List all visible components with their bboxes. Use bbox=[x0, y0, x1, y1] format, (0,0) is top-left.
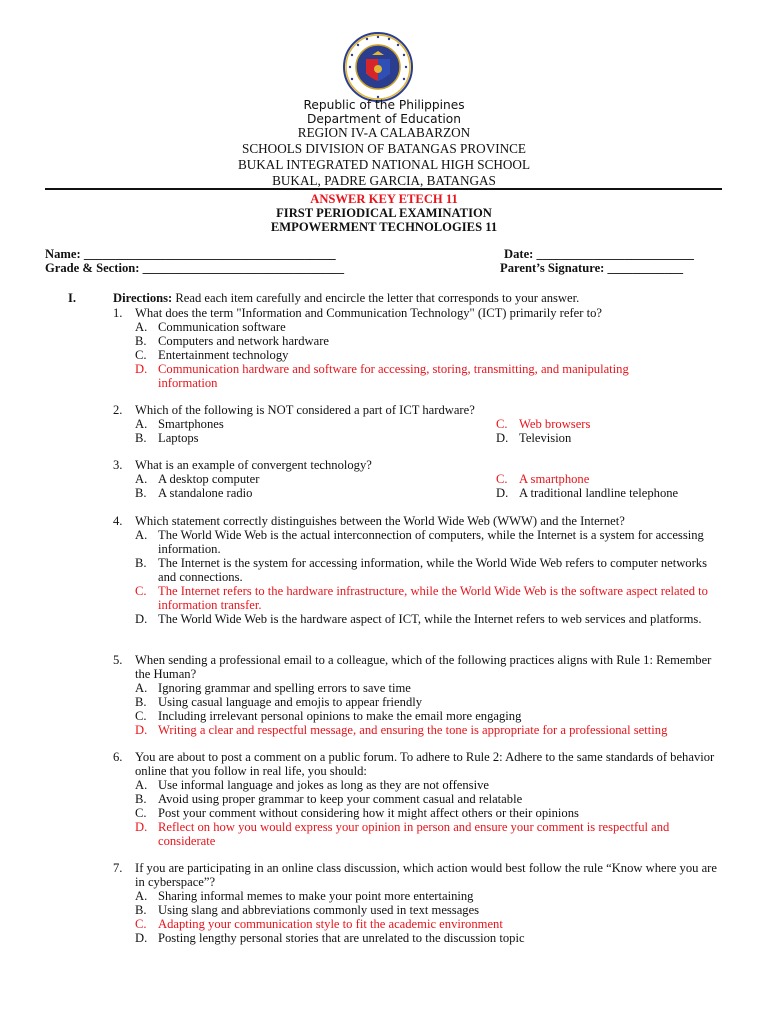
option-d[interactable] bbox=[113, 931, 725, 945]
question-2 bbox=[113, 403, 725, 445]
option-d[interactable] bbox=[113, 612, 725, 626]
option-letter: C. bbox=[135, 917, 147, 931]
option-d-answer[interactable] bbox=[113, 362, 725, 390]
name-row bbox=[45, 247, 336, 261]
option-letter: D. bbox=[496, 431, 509, 445]
option-text: Entertainment technology bbox=[158, 348, 289, 362]
option-b[interactable] bbox=[113, 903, 725, 917]
option-letter: B. bbox=[135, 431, 147, 445]
option-letter: C. bbox=[135, 348, 147, 362]
date-field[interactable]: _________________________ bbox=[536, 247, 694, 261]
option-text: Ignoring grammar and spelling errors to save time bbox=[158, 681, 411, 695]
option-text: Reflect on how you would express your opinion in person and ensure your comment is respectful and considerate bbox=[158, 820, 670, 848]
section-numeral: I. bbox=[68, 291, 77, 305]
option-a[interactable] bbox=[113, 681, 725, 695]
option-letter: D. bbox=[135, 723, 148, 737]
option-letter: C. bbox=[135, 584, 147, 598]
date-row bbox=[504, 247, 694, 261]
option-a[interactable] bbox=[113, 889, 725, 903]
option-letter: B. bbox=[135, 334, 147, 348]
option-letter: D. bbox=[496, 486, 509, 500]
exam-title: FIRST PERIODICAL EXAMINATION bbox=[276, 206, 492, 220]
option-b[interactable] bbox=[113, 695, 725, 709]
question-number: 7. bbox=[113, 861, 123, 875]
question-number: 5. bbox=[113, 653, 123, 667]
option-letter: A. bbox=[135, 417, 148, 431]
directions-text: Read each item carefully and encircle the letter that corresponds to your answer. bbox=[172, 291, 580, 305]
header-republic: Republic of the Philippines bbox=[303, 98, 465, 112]
option-d-answer[interactable] bbox=[113, 820, 725, 848]
option-c-answer[interactable] bbox=[113, 584, 725, 612]
option-text: Communication hardware and software for accessing, storing, transmitting, and manipulating information bbox=[158, 362, 629, 390]
option-letter: B. bbox=[135, 695, 147, 709]
option-text: Writing a clear and respectful message, and ensuring the tone is appropriate for a professional setting bbox=[158, 723, 668, 737]
option-letter: C. bbox=[135, 709, 147, 723]
deped-seal-icon bbox=[342, 31, 414, 103]
option-text: Post your comment without considering how it might affect others or their opinions bbox=[158, 806, 579, 820]
option-text: Smartphones bbox=[158, 417, 224, 431]
option-text: The Internet is the system for accessing information, while the World Wide Web refers to computer networks and connections. bbox=[158, 556, 707, 584]
option-letter: A. bbox=[135, 528, 148, 542]
question-stem: If you are participating in an online class discussion, which action would best follow the rule “Know where you are in cyberspace”? bbox=[135, 861, 717, 889]
answer-key-title: ANSWER KEY ETECH 11 bbox=[310, 192, 458, 206]
option-c[interactable] bbox=[113, 806, 725, 820]
question-number: 6. bbox=[113, 750, 123, 764]
option-letter: D. bbox=[135, 820, 148, 834]
option-c[interactable] bbox=[113, 348, 725, 362]
option-c-answer[interactable] bbox=[496, 417, 590, 431]
question-7 bbox=[113, 861, 725, 945]
option-text: Avoid using proper grammar to keep your comment casual and relatable bbox=[158, 792, 523, 806]
question-5 bbox=[113, 653, 725, 737]
option-letter: B. bbox=[135, 903, 147, 917]
grade-section-row bbox=[45, 261, 344, 275]
question-number: 4. bbox=[113, 514, 123, 528]
option-c-answer[interactable] bbox=[496, 472, 589, 486]
option-letter: D. bbox=[135, 612, 148, 626]
option-d[interactable] bbox=[496, 486, 678, 500]
option-text: A desktop computer bbox=[158, 472, 260, 486]
option-a[interactable] bbox=[135, 417, 224, 431]
header-region: REGION IV-A CALABARZON bbox=[297, 125, 471, 140]
option-text: The Internet refers to the hardware infrastructure, while the World Wide Web is the software aspect related to information transfer. bbox=[158, 584, 708, 612]
option-text: Posting lengthy personal stories that are unrelated to the discussion topic bbox=[158, 931, 525, 945]
directions-label: Directions: bbox=[113, 291, 173, 305]
name-field[interactable]: ________________________________________ bbox=[83, 247, 336, 261]
option-a[interactable] bbox=[113, 528, 725, 556]
option-letter: A. bbox=[135, 320, 148, 334]
option-d-answer[interactable] bbox=[113, 723, 725, 737]
parent-signature-row bbox=[500, 261, 683, 275]
option-text: Laptops bbox=[158, 431, 199, 445]
date-label: Date: bbox=[504, 247, 534, 261]
question-stem: You are about to post a comment on a public forum. To adhere to Rule 2: Adhere to the same standards of behavior online that you follow in real life, you should: bbox=[135, 750, 715, 778]
question-stem: Which of the following is NOT considered a part of ICT hardware? bbox=[135, 403, 475, 417]
option-letter: B. bbox=[135, 486, 147, 500]
option-c[interactable] bbox=[113, 709, 725, 723]
option-text: Web browsers bbox=[519, 417, 591, 431]
option-b[interactable] bbox=[135, 486, 252, 500]
option-text: Sharing informal memes to make your point more entertaining bbox=[158, 889, 474, 903]
option-d[interactable] bbox=[496, 431, 571, 445]
option-letter: A. bbox=[135, 681, 148, 695]
option-a[interactable] bbox=[135, 472, 259, 486]
option-letter: D. bbox=[135, 931, 148, 945]
parent-signature-field[interactable]: ____________ bbox=[607, 261, 684, 275]
option-text: A smartphone bbox=[519, 472, 590, 486]
question-stem: What does the term "Information and Communication Technology" (ICT) primarily refer to? bbox=[135, 306, 602, 320]
option-c-answer[interactable] bbox=[113, 917, 725, 931]
option-letter: A. bbox=[135, 889, 148, 903]
option-text: Using slang and abbreviations commonly used in text messages bbox=[158, 903, 480, 917]
name-label: Name: bbox=[45, 247, 81, 261]
grade-section-field[interactable]: ________________________________ bbox=[142, 261, 345, 275]
option-letter: D. bbox=[135, 362, 148, 376]
option-text: Including irrelevant personal opinions to make the email more engaging bbox=[158, 709, 522, 723]
question-6 bbox=[113, 750, 725, 848]
option-a[interactable] bbox=[113, 778, 725, 792]
question-stem: Which statement correctly distinguishes between the World Wide Web (WWW) and the Internet? bbox=[135, 514, 625, 528]
option-b[interactable] bbox=[113, 792, 725, 806]
option-b[interactable] bbox=[135, 431, 199, 445]
option-letter: C. bbox=[496, 417, 508, 431]
option-text: A standalone radio bbox=[158, 486, 253, 500]
option-letter: A. bbox=[135, 472, 148, 486]
header-divider bbox=[45, 188, 722, 190]
option-text: Computers and network hardware bbox=[158, 334, 330, 348]
parent-signature-label: Parent’s Signature: bbox=[500, 261, 605, 275]
option-b[interactable] bbox=[113, 334, 725, 348]
question-3 bbox=[113, 458, 725, 500]
subject-title: EMPOWERMENT TECHNOLOGIES 11 bbox=[270, 220, 498, 234]
question-stem: What is an example of convergent technology? bbox=[135, 458, 372, 472]
option-text: Adapting your communication style to fit the academic environment bbox=[158, 917, 503, 931]
header-division: SCHOOLS DIVISION OF BATANGAS PROVINCE bbox=[242, 141, 526, 156]
option-text: Television bbox=[519, 431, 572, 445]
option-text: Use informal language and jokes as long as they are not offensive bbox=[158, 778, 489, 792]
option-text: Communication software bbox=[158, 320, 286, 334]
option-text: A traditional landline telephone bbox=[519, 486, 679, 500]
option-letter: C. bbox=[135, 806, 147, 820]
question-4 bbox=[113, 514, 725, 626]
header-school: BUKAL INTEGRATED NATIONAL HIGH SCHOOL bbox=[237, 157, 531, 172]
question-number: 2. bbox=[113, 403, 123, 417]
directions bbox=[113, 291, 579, 305]
header-department: Department of Education bbox=[307, 112, 461, 126]
option-letter: B. bbox=[135, 792, 147, 806]
option-letter: B. bbox=[135, 556, 147, 570]
option-text: Using casual language and emojis to appear friendly bbox=[158, 695, 423, 709]
question-stem: When sending a professional email to a colleague, which of the following practices aligns with Rule 1: Remember the Human? bbox=[135, 653, 712, 681]
question-number: 3. bbox=[113, 458, 123, 472]
option-letter: A. bbox=[135, 778, 148, 792]
option-letter: C. bbox=[496, 472, 508, 486]
question-number: 1. bbox=[113, 306, 123, 320]
option-b[interactable] bbox=[113, 556, 725, 584]
question-1 bbox=[113, 306, 725, 390]
option-text: The World Wide Web is the actual interconnection of computers, while the Internet is a system for accessing information. bbox=[158, 528, 704, 556]
option-text: The World Wide Web is the hardware aspect of ICT, while the Internet refers to web services and platforms. bbox=[158, 612, 702, 626]
header-address: BUKAL, PADRE GARCIA, BATANGAS bbox=[272, 173, 496, 188]
option-a[interactable] bbox=[113, 320, 725, 334]
grade-section-label: Grade & Section: bbox=[45, 261, 140, 275]
